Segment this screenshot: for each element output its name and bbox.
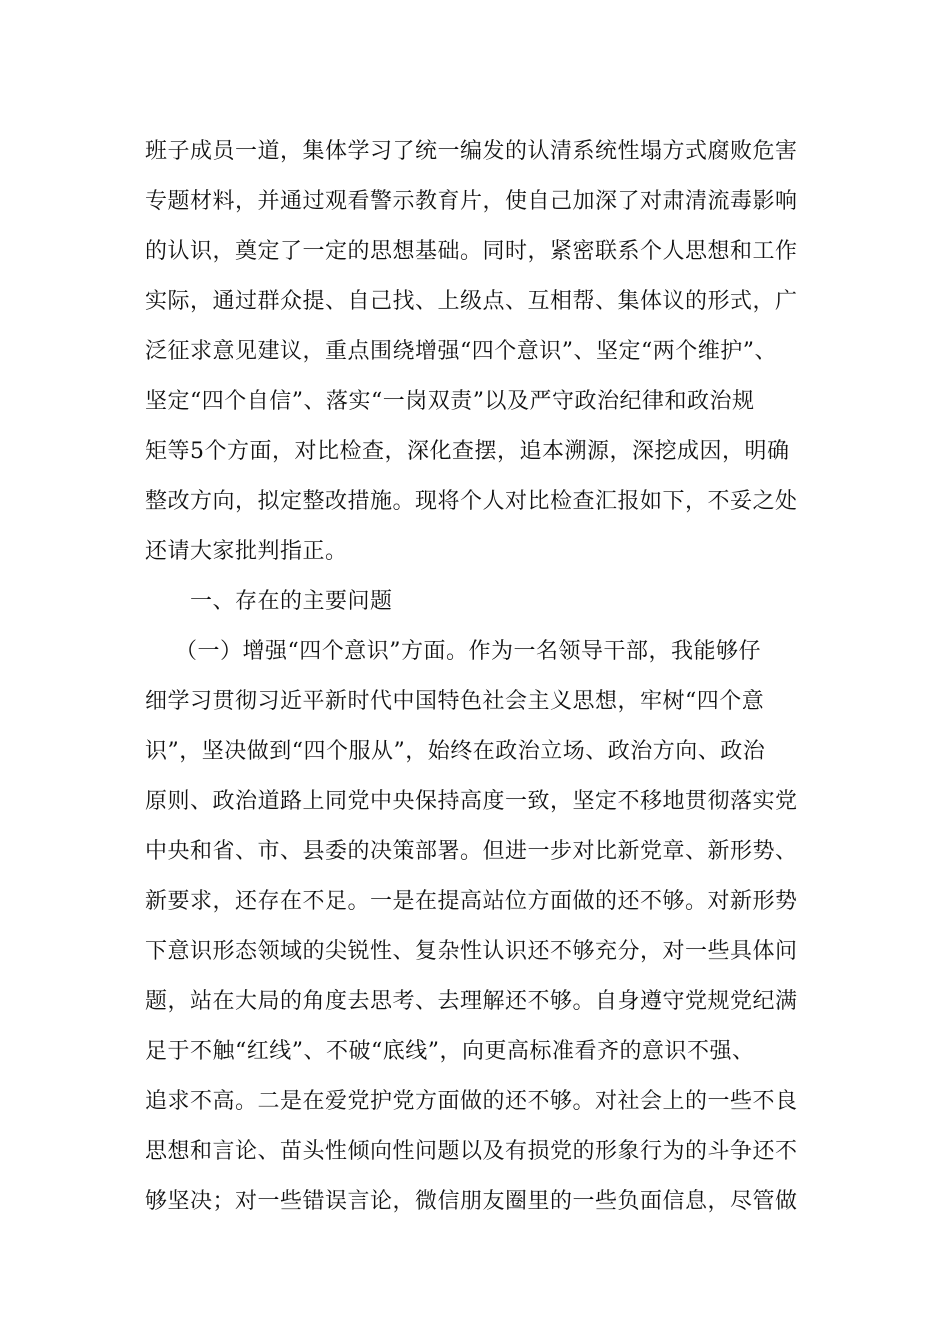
text-line: 专题材料，并通过观看警示教育片，使自己加深了对肃清流毒影响 bbox=[145, 189, 798, 214]
text-line: （一）增强“四个意识”方面。作为一名领导干部，我能够仔 bbox=[175, 639, 761, 664]
text-line: 还请大家批判指正。 bbox=[145, 539, 348, 564]
text-line: 思想和言论、苗头性倾向性问题以及有损党的形象行为的斗争还不 bbox=[145, 1139, 798, 1164]
text-line: 坚定“四个自信”、落实“一岗双责”以及严守政治纪律和政治规 bbox=[145, 389, 755, 414]
text-line: 班子成员一道，集体学习了统一编发的认清系统性塌方式腐败危害 bbox=[145, 139, 798, 164]
text-line: 泛征求意见建议，重点围绕增强“四个意识”、坚定“两个维护”、 bbox=[145, 339, 777, 364]
text-line: 的认识，奠定了一定的思想基础。同时，紧密联系个人思想和工作 bbox=[145, 239, 798, 264]
text-line: 新要求，还存在不足。一是在提高站位方面做的还不够。对新形势 bbox=[145, 889, 798, 914]
text-line: 追求不高。二是在爱党护党方面做的还不够。对社会上的一些不良 bbox=[145, 1089, 798, 1114]
text-line: 细学习贯彻习近平新时代中国特色社会主义思想，牢树“四个意 bbox=[145, 689, 765, 714]
section-heading: 一、存在的主要问题 bbox=[190, 589, 393, 614]
text-line: 下意识形态领域的尖锐性、复杂性认识还不够充分，对一些具体问 bbox=[145, 939, 798, 964]
text-line: 够坚决；对一些错误言论，微信朋友圈里的一些负面信息，尽管做 bbox=[145, 1189, 798, 1214]
text-line: 中央和省、市、县委的决策部署。但进一步对比新党章、新形势、 bbox=[145, 839, 798, 864]
text-line: 题，站在大局的角度去思考、去理解还不够。自身遵守党规党纪满 bbox=[145, 989, 798, 1014]
text-line: 矩等5个方面，对比检查，深化查摆，追本溯源，深挖成因，明确 bbox=[145, 439, 790, 464]
text-line: 足于不触“红线”、不破“底线”，向更高标准看齐的意识不强、 bbox=[145, 1039, 755, 1064]
text-line: 识”，坚决做到“四个服从”，始终在政治立场、政治方向、政治 bbox=[145, 739, 766, 764]
text-line: 实际，通过群众提、自己找、上级点、互相帮、集体议的形式，广 bbox=[145, 289, 798, 314]
text-line: 原则、政治道路上同党中央保持高度一致，坚定不移地贯彻落实党 bbox=[145, 789, 798, 814]
text-line: 整改方向，拟定整改措施。现将个人对比检查汇报如下，不妥之处 bbox=[145, 489, 798, 514]
